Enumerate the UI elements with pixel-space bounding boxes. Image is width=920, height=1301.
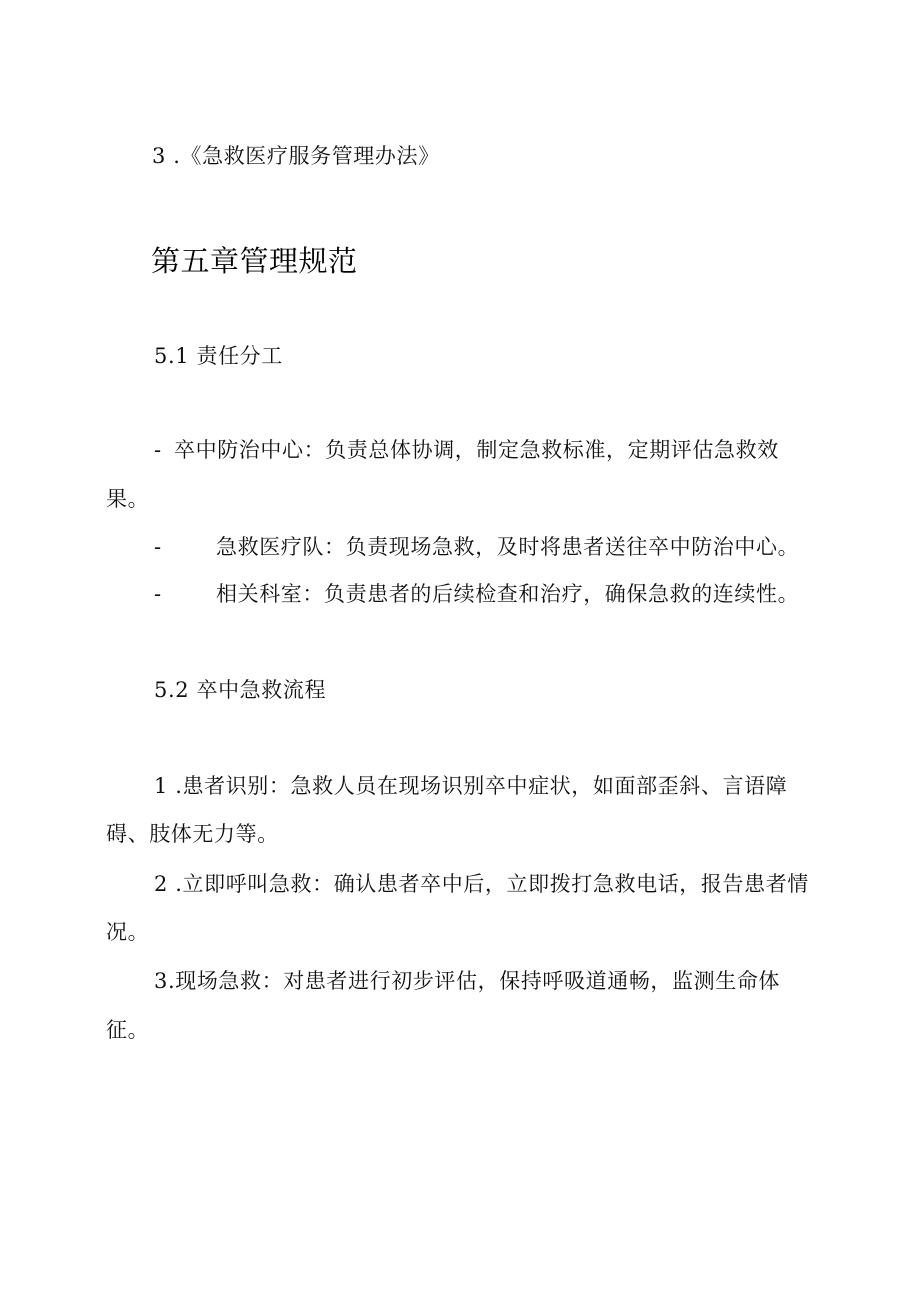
step-item: 1 .患者识别：急救人员在现场识别卒中症状，如面部歪斜、言语障 — [154, 774, 788, 798]
list-item-prefix: - — [154, 535, 162, 559]
step-item-continued: 碍、肢体无力等。 — [106, 822, 279, 846]
list-item-text-continued: 果。 — [106, 487, 150, 511]
step-item: 2 .立即呼叫急救：确认患者卒中后，立即拨打急救电话，报告患者情 — [154, 872, 809, 896]
reference-item: 3 .《急救医疗服务管理办法》 — [152, 144, 440, 168]
chapter-title: 第五章管理规范 — [151, 244, 358, 278]
list-item-text: 相关科室：负责患者的后续检查和治疗，确保急救的连续性。 — [216, 582, 800, 606]
list-item-text: 急救医疗队：负责现场急救，及时将患者送往卒中防治中心。 — [216, 535, 800, 559]
step-item-continued: 征。 — [106, 1018, 150, 1042]
section-heading-5-1: 5.1 责任分工 — [154, 344, 283, 368]
section-heading-5-2: 5.2 卒中急救流程 — [154, 678, 327, 702]
list-item-prefix: - — [154, 438, 162, 462]
step-item-continued: 况。 — [106, 920, 150, 944]
list-item-text: 卒中防治中心：负责总体协调，制定急救标准，定期评估急救效 — [174, 438, 779, 462]
list-item-prefix: - — [154, 582, 162, 606]
step-item: 3.现场急救：对患者进行初步评估，保持呼吸道通畅，监测生命体 — [154, 969, 781, 993]
